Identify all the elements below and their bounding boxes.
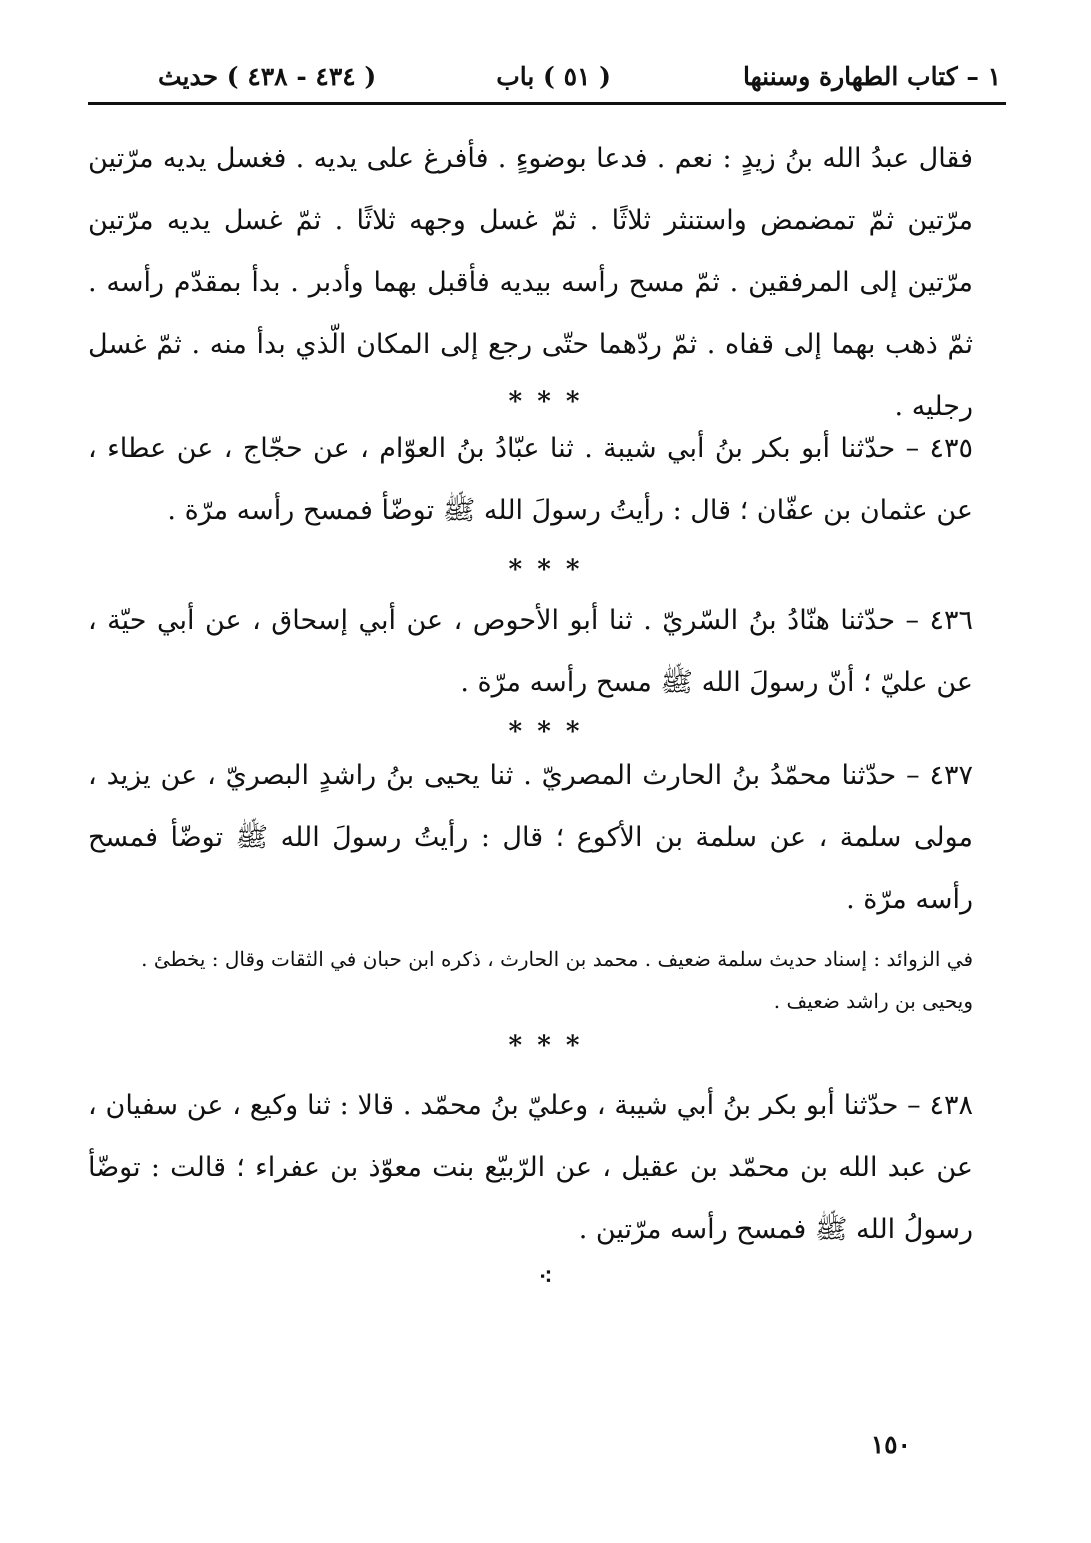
header-rule (88, 102, 1006, 105)
footnote-line-2: ويحيى بن راشد ضعيف . (773, 989, 973, 1013)
header-hadith-range: ( ٤٣٤ - ٤٣٨ ) حديث (158, 62, 377, 91)
hadith-434-continuation: فقال عبدُ الله بنُ زيدٍ : نعم . فدعا بوضوءٍ . فأفرغ على يديه . فغسل يديه مرّتين مرّتين ثمّ تمضمض واستنثر ثلاثًا . ثمّ غسل وجهه ثلاثًا . ثمّ غسل يديه مرّتين مرّتين إلى المرفقين . ثمّ مسح رأسه بيديه فأقبل بهما وأدبر . بدأ بمقدّم رأسه . ثمّ ذهب بهما إلى قفاه . ثمّ ردّهما حتّى رجع إلى المكان الّذي بدأ منه . ثمّ غسل رجليه . (88, 143, 973, 422)
separator: * * * (508, 555, 583, 585)
end-of-chapter-mark: ⁖ (538, 1262, 553, 1291)
separator: * * * (508, 387, 583, 417)
header-chapter: ( ٥١ ) باب (496, 62, 611, 91)
footnote-zawaid (88, 938, 973, 1022)
page-number: ١٥٠ (870, 1430, 911, 1459)
separator: * * * (508, 1031, 583, 1061)
hadith-435: ٤٣٥ – حدّثنا أبو بكر بنُ أبي شيبة . ثنا عبّادُ بنُ العوّام ، عن حجّاج ، عن عطاء ، عن عثمان بن عفّان ؛ قال : رأيتُ رسولَ الله ﷺ توضّأ فمسح رأسه مرّة . (88, 433, 973, 526)
header-book-title: ١ – كتاب الطهارة وسننها (743, 62, 1001, 91)
hadith-438: ٤٣٨ – حدّثنا أبو بكر بنُ أبي شيبة ، وعليّ بنُ محمّد . قالا : ثنا وكيع ، عن سفيان ، عن عبد الله بن محمّد بن عقيل ، عن الرّبيّع بنت معوّذ بن عفراء ؛ قالت : توضّأ رسولُ الله ﷺ فمسح رأسه مرّتين . (88, 1090, 973, 1245)
hadith-437: ٤٣٧ – حدّثنا محمّدُ بنُ الحارث المصريّ . ثنا يحيى بنُ راشدٍ البصريّ ، عن يزيد ، مولى سلمة ، عن سلمة بن الأكوع ؛ قال : رأيتُ رسولَ الله ﷺ توضّأ فمسح رأسه مرّة . (88, 760, 973, 915)
hadith-436: ٤٣٦ – حدّثنا هنّادُ بنُ السّريّ . ثنا أبو الأحوص ، عن أبي إسحاق ، عن أبي حيّة ، عن عليّ ؛ أنّ رسولَ الله ﷺ مسح رأسه مرّة . (88, 605, 973, 698)
footnote-line-1: في الزوائد : إسناد حديث سلمة ضعيف . محمد بن الحارث ، ذكره ابن حبان في الثقات وقال : يخطئ . (141, 947, 973, 971)
page-header (80, 58, 1011, 100)
separator: * * * (508, 717, 583, 747)
